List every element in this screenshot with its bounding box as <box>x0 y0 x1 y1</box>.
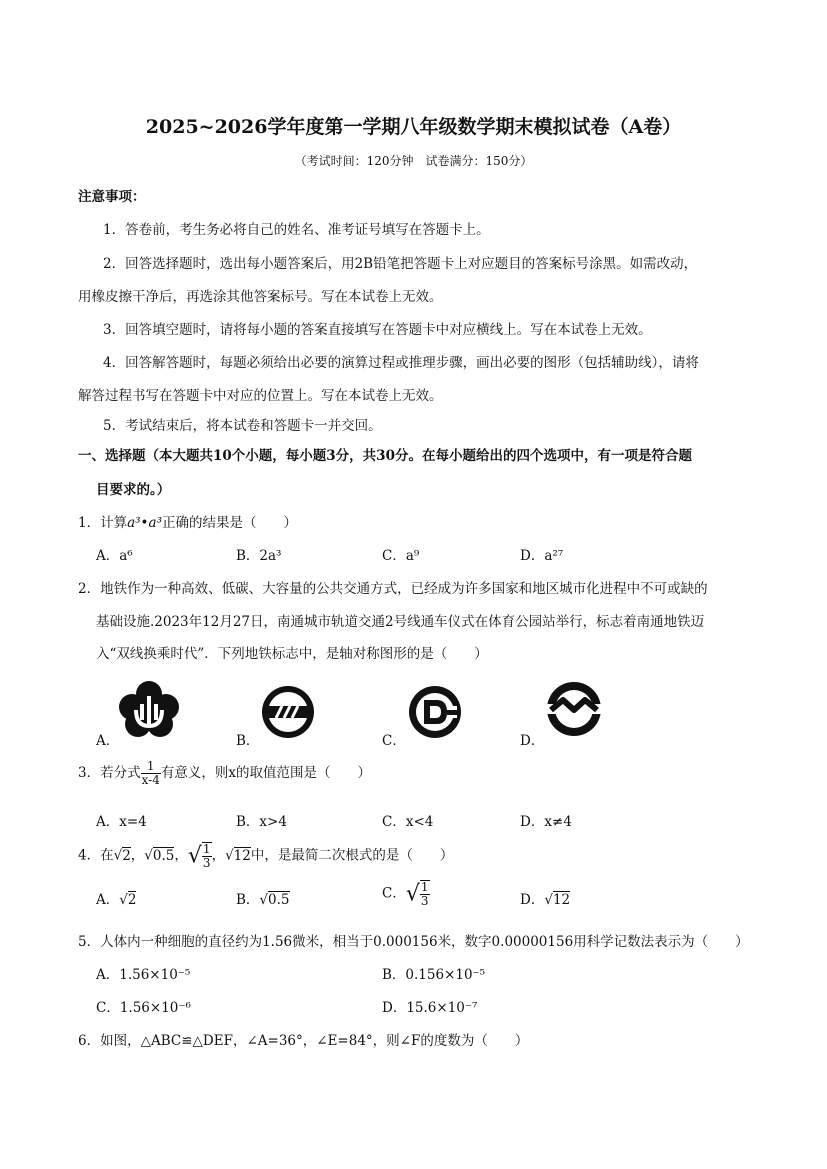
notice-item: 4．回答解答题时，每题必须给出必要的演算过程或推理步骤，画出必要的图形（包括辅助线），请将 <box>103 355 699 371</box>
q2-option-c: C． <box>382 733 406 749</box>
q4-prefix: 4．在 <box>78 847 114 864</box>
exam-info: （考试时间：120分钟 试卷满分：150分） <box>294 154 533 168</box>
q4-option-a-label: A． <box>96 892 120 908</box>
q4-option-c-num: 1 <box>420 880 429 894</box>
q4-sep: ， <box>174 847 188 864</box>
q4-r3-den: 3 <box>202 856 211 870</box>
q1-option-d: D．a²⁷ <box>520 548 564 564</box>
q4-option-b-label: B． <box>236 892 260 908</box>
question-5: 5．人体内一种细胞的直径约为1.56微米，相当于0.000156米，数字0.00000156用科学记数法表示为（ ） <box>78 934 749 950</box>
notice-item: 3．回答填空题时，请将每小题的答案直接填写在答题卡中对应横线上。写在本试卷上无效。 <box>103 322 652 338</box>
q4-radicand-1: 2 <box>122 847 131 864</box>
q4-radicand-2: 0.5 <box>152 847 175 864</box>
metro-logo-a-icon <box>118 680 180 738</box>
q3-prefix: 3．若分式 <box>78 765 141 781</box>
q4-radicand-3 <box>202 842 212 870</box>
section-heading-cont: 目要求的。） <box>96 482 171 498</box>
question-3 <box>78 760 371 787</box>
sqrt-icon: √ <box>187 843 202 869</box>
q4-option-c-value <box>420 880 430 908</box>
q2-option-b: B． <box>236 733 260 749</box>
q1-option-b: B．2a³ <box>236 548 282 564</box>
q4-radicand-4: 12 <box>233 847 251 864</box>
q3-suffix: 有意义，则x的取值范围是（ ） <box>160 765 371 781</box>
sqrt-icon: √ <box>405 881 420 907</box>
q3-option-a: A．x=4 <box>96 814 147 830</box>
metro-logo-b-icon <box>260 684 316 740</box>
section-heading: 一、选择题（本大题共10个小题，每小题3分，共30分。在每小题给出的四个选项中，有一项是符合题 <box>78 448 692 464</box>
q3-option-c: C．x<4 <box>382 814 434 830</box>
q1-prefix: 1．计算 <box>78 515 128 531</box>
sqrt-icon: √ <box>113 847 123 864</box>
q4-option-a <box>96 888 136 908</box>
sqrt-icon: √ <box>544 892 553 908</box>
q3-frac-num: 1 <box>141 760 161 774</box>
q4-option-c <box>382 880 430 908</box>
q5-option-c: C．1.56×10⁻⁶ <box>96 1000 191 1016</box>
metro-logo-c-icon <box>407 684 463 740</box>
sqrt-icon: √ <box>225 847 234 864</box>
question-6: 6．如图，△ABC≌△DEF，∠A=36°，∠E=84°，则∠F的度数为（ ） <box>78 1033 529 1049</box>
q4-sep: ， <box>211 847 226 864</box>
metro-logo-d-icon <box>545 680 603 738</box>
q1-suffix: 正确的结果是（ ） <box>161 515 297 531</box>
notice-item: 5．考试结束后，将本试卷和答题卡一并交回。 <box>103 418 382 434</box>
question-1 <box>78 511 297 531</box>
question-2-line3: 入“双线换乘时代”．下列地铁标志中，是轴对称图形的是（ ） <box>96 646 488 662</box>
q4-r3-num: 1 <box>202 842 211 856</box>
notice-item: 1．答卷前，考生务必将自己的姓名、准考证号填写在答题卡上。 <box>103 222 490 238</box>
q4-option-c-den: 3 <box>420 894 429 908</box>
q4-option-d-value: 12 <box>552 892 571 908</box>
notice-item: 2．回答选择题时，选出每小题答案后，用2B铅笔把答题卡上对应题目的答案标号涂黑。如需改动， <box>103 256 698 272</box>
q5-option-a: A．1.56×10⁻⁵ <box>96 967 191 983</box>
q2-option-d: D． <box>520 733 545 749</box>
q4-mid: 中，是最简二次根式的是（ ） <box>250 847 454 864</box>
q4-sep: ， <box>130 847 145 864</box>
notice-item: 解答过程书写在答题卡中对应的位置上。写在本试卷上无效。 <box>78 388 443 404</box>
q4-option-c-label: C． <box>382 885 406 902</box>
q3-fraction <box>141 760 161 787</box>
notice-item: 用橡皮擦干净后，再选涂其他答案标号。写在本试卷上无效。 <box>78 289 443 305</box>
notice-heading: 注意事项： <box>78 189 146 205</box>
page-title: 2025~2026学年度第一学期八年级数学期末模拟试卷（A卷） <box>145 116 682 138</box>
question-2-line2: 基础设施.2023年12月27日，南通城市轨道交通2号线通车仪式在体育公园站举行，标志着南通地铁迈 <box>96 614 705 630</box>
question-4 <box>78 842 453 870</box>
q3-frac-den: x-4 <box>141 773 160 787</box>
q3-option-d: D．x≠4 <box>520 814 572 830</box>
q4-option-b-value: 0.5 <box>268 892 290 908</box>
sqrt-icon: √ <box>259 892 269 908</box>
q1-expr: a³•a³ <box>127 515 162 531</box>
sqrt-icon: √ <box>119 892 128 908</box>
q5-option-b: B．0.156×10⁻⁵ <box>382 967 486 983</box>
q4-option-a-value: 2 <box>127 892 137 908</box>
q4-option-d <box>520 888 570 908</box>
question-2-line1: 2．地铁作为一种高效、低碳、大容量的公共交通方式，已经成为许多国家和地区城市化进程中不可或缺的 <box>78 581 708 597</box>
sqrt-icon: √ <box>144 847 153 864</box>
q2-option-a: A． <box>96 733 120 749</box>
q4-option-b <box>236 888 290 908</box>
q1-option-c: C．a⁹ <box>382 548 420 564</box>
q1-option-a: A．a⁶ <box>96 548 133 564</box>
q5-option-d: D．15.6×10⁻⁷ <box>382 1000 478 1016</box>
q4-option-d-label: D． <box>520 892 545 908</box>
q3-option-b: B．x>4 <box>236 814 287 830</box>
